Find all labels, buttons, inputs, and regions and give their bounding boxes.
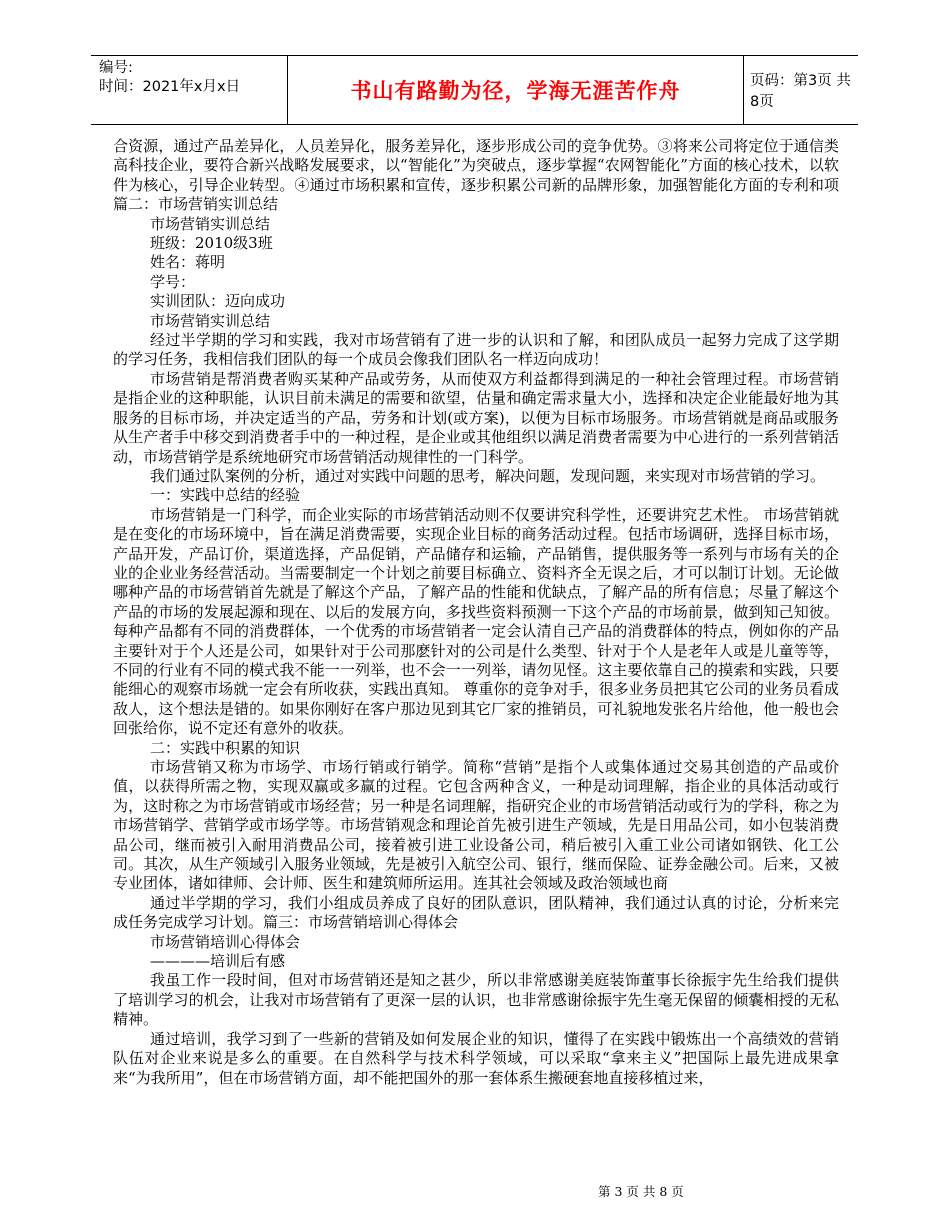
header-left-cell xyxy=(91,56,287,124)
body-paragraph: 合资源，通过产品差异化，人员差异化，服务差异化，逐步形成公司的竞争优势。③将来公司将定位于通信类高科技企业，要符合新兴战略发展要求，以“智能化”为突破点，逐步掌握“农网智能化”方面的核心技术，以软件为核心，引导企业转型。④通过市场积累和宣传，逐步积累公司新的品牌形象，加强智能化方面的专利和项篇二：市场营销实训总结 xyxy=(113,137,839,214)
body-paragraph: 市场营销培训心得体会 xyxy=(150,932,301,951)
body-paragraph: 我们通过队案例的分析，通过对实践中问题的思考，解决问题，发现问题，来实现对市场营销的学习。 xyxy=(150,466,826,485)
header-motto-cell xyxy=(287,56,744,124)
body-paragraph: 班级：2010级3班 xyxy=(150,234,273,253)
document-number-label: 编号: xyxy=(99,60,133,76)
body-paragraph: 通过半学期的学习，我们小组成员养成了良好的团队意识，团队精神，我们通过认真的讨论，分析来完成任务完成学习计划。篇三：市场营销培训心得体会 xyxy=(113,893,839,932)
body-paragraph: 实训团队：迈向成功 xyxy=(150,292,286,311)
body-paragraph: 市场营销是帮消费者购买某种产品或劳务，从而使双方利益都得到满足的一种社会管理过程。市场营销是指企业的这种职能，认识目前未满足的需要和欲望，估量和确定需求量大小，选择和决定企业能最好地为其服务的目标市场，并决定适当的产品，劳务和计划(或方案)，以便为目标市场服务。市场营销就是商品或服务从生产者手中移交到消费者手中的一种过程，是企业或其他组织以满足消费者需要为中心进行的一系列营销活动，市场营销学是系统地研究市场营销活动规律性的一门科学。 xyxy=(113,369,839,466)
header-motto: 书山有路勤为径，学海无涯苦作舟 xyxy=(350,79,681,103)
body-paragraph: ————培训后有感 xyxy=(150,952,286,971)
body-paragraph: 市场营销实训总结 xyxy=(150,311,271,330)
page-footer: 第 3 页 共 8 页 xyxy=(598,1184,684,1199)
body-paragraph: 姓名：蒋明 xyxy=(150,253,226,272)
body-paragraph: 市场营销是一门科学，而企业实际的市场营销活动则不仅要讲究科学性，还要讲究艺术性。 市场营销就是在变化的市场环境中，旨在满足消费需要，实现企业目标的商务活动过程。包括市场调研，选择目标市场，产品开发，产品订价，渠道选择，产品促销，产品储存和运输，产品销售，提供服务等一系列与市场有关的企业的企业业务经营活动。当需要制定一个计划之前要目标确立、资料齐全无误之后，才可以制订计划。无论做哪种产品的市场营销首先就是了解这个产品，了解产品的性能和优缺点，了解产品的所有信息；尽量了解这个产品的市场的发展起源和现在、以后的发展方向，多找些资料预测一下这个产品的市场前景，做到知己知彼。每种产品都有不同的消费群体，一个优秀的市场营销者一定会认清自己产品的消费群体的特点，例如你的产品主要针对于个人还是公司，如果针对于公司那麽针对的公司是什么类型、针对于个人是老年人或是儿童等等，不同的行业有不同的模式我不能一一列举，也不会一一列举，请勿见怪。这主要依靠自己的摸索和实践，只要能细心的观察市场就一定会有所收获，实践出真知。 尊重你的竞争对手，很多业务员把其它公司的业务员看成敌人，这个想法是错的。如果你刚好在客户那边见到其它厂家的推销员，可礼貌地发张名片给他，他一般也会回张给你，说不定还有意外的收获。 xyxy=(113,505,839,738)
body-paragraph: 市场营销实训总结 xyxy=(150,214,271,233)
body-paragraph: 学号： xyxy=(150,272,196,291)
body-paragraph: 通过培训，我学习到了一些新的营销及如何发展企业的知识，懂得了在实践中锻炼出一个高绩效的营销队伍对企业来说是多么的重要。在自然科学与技术科学领域，可以采取“拿来主义”把国际上最先进成果拿来“为我所用”，但在市场营销方面，却不能把国外的那一套体系生搬硬套地直接移植过来， xyxy=(113,1029,839,1087)
document-body xyxy=(113,137,839,1088)
page-header xyxy=(91,55,858,125)
header-page-cell xyxy=(742,56,858,124)
body-paragraph: 我虽工作一段时间，但对市场营销还是知之甚少，所以非常感谢美庭装饰董事长徐振宇先生给我们提供了培训学习的机会，让我对市场营销有了更深一层的认识，也非常感谢徐振宇先生毫无保留的倾囊相授的无私精神。 xyxy=(113,971,839,1029)
body-paragraph: 一：实践中总结的经验 xyxy=(150,486,301,505)
document-time-label: 时间：2021年x月x日 xyxy=(99,79,241,95)
body-paragraph: 市场营销又称为市场学、市场行销或行销学。简称“营销”是指个人或集体通过交易其创造的产品或价值，以获得所需之物，实现双赢或多赢的过程。它包含两种含义，一种是动词理解，指企业的具体活动或行为，这时称之为市场营销或市场经营；另一种是名词理解，指研究企业的市场营销活动或行为的学科，称之为市场营销学、营销学或市场学等。市场营销观念和理论首先被引进生产领域，先是日用品公司，如小包装消费品公司，继而被引入耐用消费品公司，接着被引进工业设备公司，稍后被引入重工业公司诸如钢铁、化工公司。其次，从生产领域引入服务业领域，先是被引入航空公司、银行，继而保险、证券金融公司。后来，又被专业团体，诸如律师、会计师、医生和建筑师所运用。连其社会领域及政治领域也商 xyxy=(113,758,839,893)
body-paragraph: 经过半学期的学习和实践，我对市场营销有了进一步的认识和了解，和团队成员一起努力完成了这学期的学习任务，我相信我们团队的每一个成员会像我们团队名一样迈向成功！ xyxy=(113,331,839,369)
header-page-number: 页码：第3页 共8页 xyxy=(750,73,851,110)
body-paragraph: 二：实践中积累的知识 xyxy=(150,738,301,757)
